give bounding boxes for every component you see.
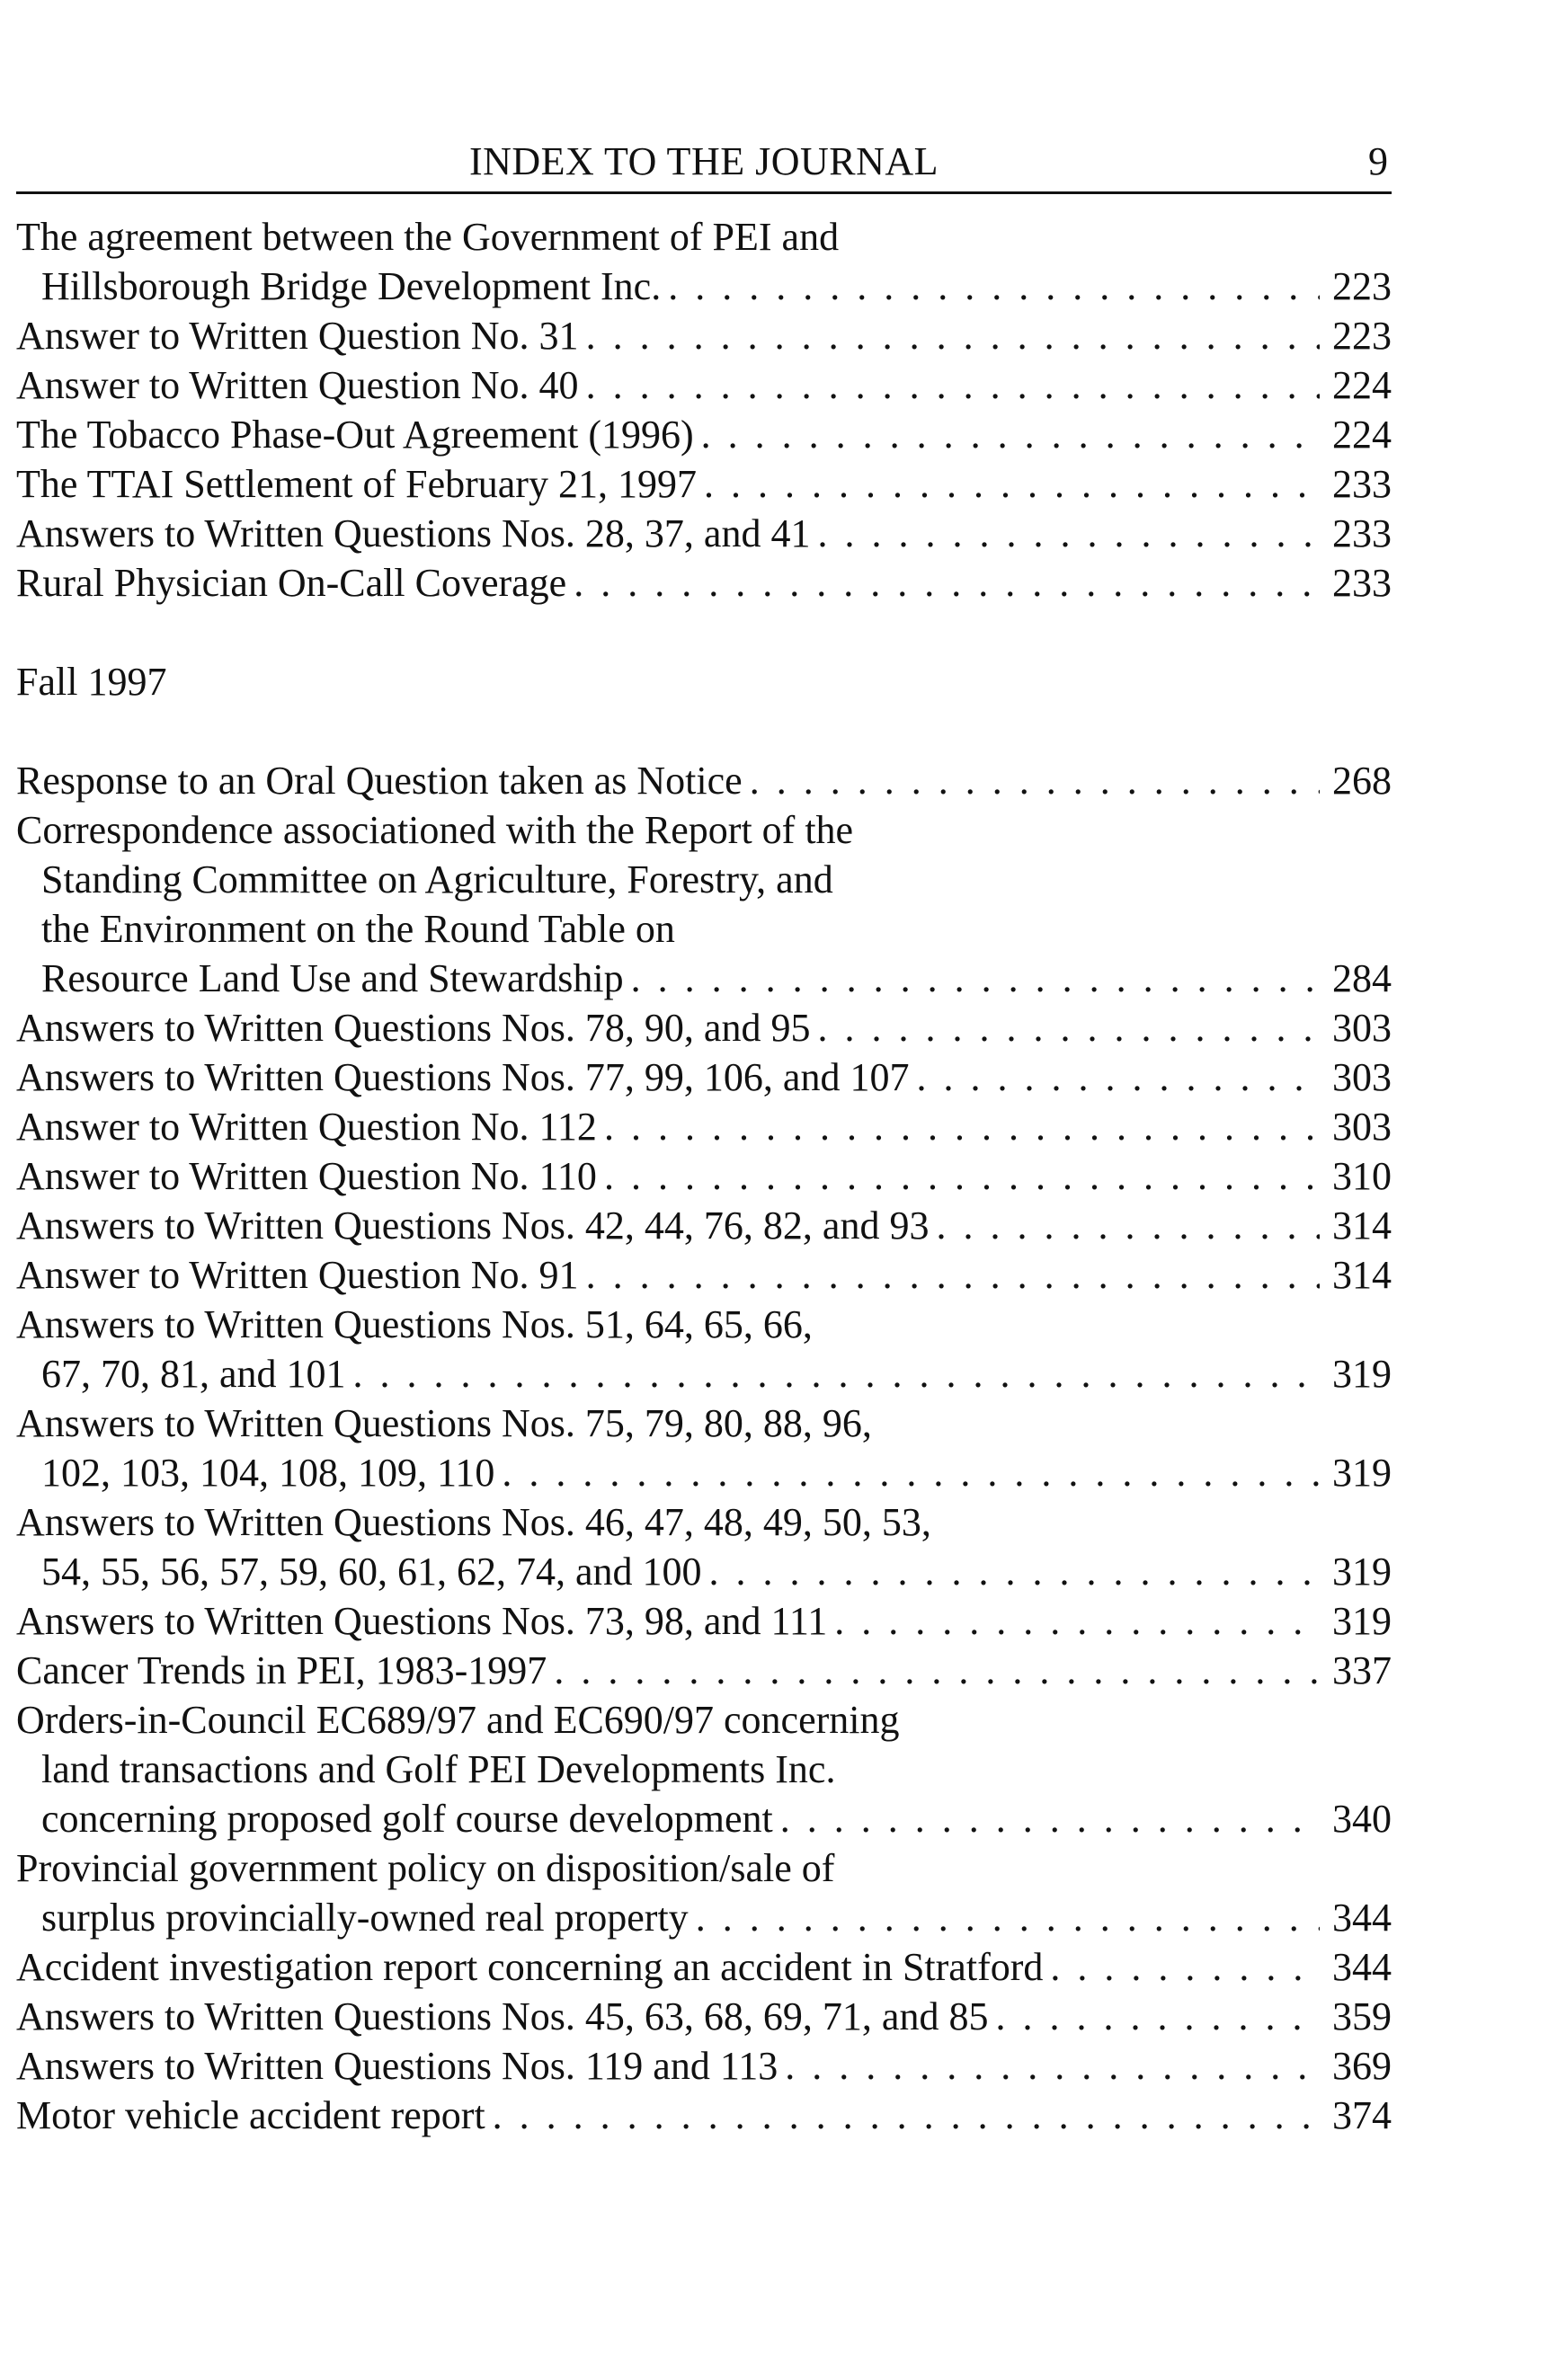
entry-title: Rural Physician On-Call Coverage xyxy=(16,561,567,605)
entry-line xyxy=(16,1745,1392,1794)
entry-title: Answers to Written Questions Nos. 77, 99, 106, and 107 xyxy=(16,1055,910,1099)
entry-page-number: 303 xyxy=(1332,1055,1392,1099)
entry-title: 54, 55, 56, 57, 59, 60, 61, 62, 74, and 100 xyxy=(41,1550,702,1594)
entry-line xyxy=(16,1992,1392,2041)
entry-page-number: 337 xyxy=(1332,1648,1392,1692)
entry-line xyxy=(16,2041,1392,2091)
entry-title: concerning proposed golf course development xyxy=(41,1797,773,1841)
dot-leader xyxy=(696,1893,1320,1942)
entry-page-number: 344 xyxy=(1332,1945,1392,1989)
entry-line xyxy=(16,904,1392,954)
dot-leader xyxy=(554,1646,1320,1695)
dot-leader xyxy=(995,1992,1320,2041)
index-entry xyxy=(16,805,1392,1003)
entry-page-number: 233 xyxy=(1332,462,1392,506)
entry-title: Answers to Written Questions Nos. 28, 37, and 41 xyxy=(16,511,811,555)
dot-leader xyxy=(604,1102,1320,1151)
entry-page-number: 314 xyxy=(1332,1203,1392,1248)
entry-title: 67, 70, 81, and 101 xyxy=(41,1352,346,1396)
index-entry xyxy=(16,212,1392,311)
entry-line xyxy=(16,1201,1392,1250)
index-entry xyxy=(16,459,1392,509)
dot-leader xyxy=(668,262,1320,311)
entry-page-number: 319 xyxy=(1332,1599,1392,1643)
entry-title: Provincial government policy on disposition/sale of xyxy=(16,1846,835,1890)
dot-leader xyxy=(834,1596,1320,1646)
index-section-2 xyxy=(16,756,1392,2140)
entry-title: Accident investigation report concerning an accident in Stratford xyxy=(16,1945,1044,1989)
entry-page-number: 223 xyxy=(1332,264,1392,308)
entry-line xyxy=(16,212,1392,262)
entry-title: Answer to Written Question No. 31 xyxy=(16,314,579,358)
entry-page-number: 319 xyxy=(1332,1550,1392,1594)
dot-leader xyxy=(353,1349,1320,1399)
index-entry xyxy=(16,1646,1392,1695)
entry-page-number: 284 xyxy=(1332,956,1392,1000)
entry-title: Answer to Written Question No. 110 xyxy=(16,1154,597,1198)
entry-line xyxy=(16,805,1392,855)
entry-title: surplus provincially-owned real property xyxy=(41,1896,689,1940)
page-header xyxy=(16,139,1392,194)
entry-line xyxy=(16,410,1392,459)
index-entry xyxy=(16,1201,1392,1250)
dot-leader xyxy=(750,756,1320,805)
dot-leader xyxy=(709,1547,1320,1596)
index-entry xyxy=(16,1102,1392,1151)
entry-line xyxy=(16,1646,1392,1695)
entry-line xyxy=(16,360,1392,410)
entry-page-number: 319 xyxy=(1332,1352,1392,1396)
dot-leader xyxy=(493,2091,1320,2140)
entry-page-number: 344 xyxy=(1332,1896,1392,1940)
dot-leader xyxy=(916,1052,1320,1102)
dot-leader xyxy=(936,1201,1320,1250)
entry-line xyxy=(16,1448,1392,1497)
entry-title: Answers to Written Questions Nos. 119 and 113 xyxy=(16,2044,778,2088)
entry-line xyxy=(16,954,1392,1003)
entry-line xyxy=(16,1102,1392,1151)
entry-line xyxy=(16,756,1392,805)
entry-title: land transactions and Golf PEI Developments Inc. xyxy=(41,1747,836,1791)
entry-title: Orders-in-Council EC689/97 and EC690/97 concerning xyxy=(16,1698,900,1742)
entry-line xyxy=(16,1547,1392,1596)
index-entry xyxy=(16,1151,1392,1201)
entry-page-number: 340 xyxy=(1332,1797,1392,1841)
entry-title: Answers to Written Questions Nos. 73, 98, and 111 xyxy=(16,1599,828,1643)
dot-leader xyxy=(780,1794,1320,1843)
entry-title: 102, 103, 104, 108, 109, 110 xyxy=(41,1451,495,1495)
entry-title: The TTAI Settlement of February 21, 1997 xyxy=(16,462,697,506)
index-entry xyxy=(16,311,1392,360)
entry-title: Answers to Written Questions Nos. 75, 79, 80, 88, 96, xyxy=(16,1401,872,1445)
entry-line xyxy=(16,1003,1392,1052)
entry-title: Answer to Written Question No. 91 xyxy=(16,1253,579,1297)
index-entry xyxy=(16,1250,1392,1300)
entry-title: Answers to Written Questions Nos. 46, 47, 48, 49, 50, 53, xyxy=(16,1500,931,1544)
entry-page-number: 224 xyxy=(1332,413,1392,457)
dot-leader xyxy=(1050,1942,1320,1992)
entry-line xyxy=(16,509,1392,558)
entry-page-number: 359 xyxy=(1332,1994,1392,2038)
entry-line xyxy=(16,1843,1392,1893)
dot-leader xyxy=(586,1250,1320,1300)
entry-line xyxy=(16,1151,1392,1201)
index-entry xyxy=(16,1052,1392,1102)
section-heading: Fall 1997 xyxy=(16,660,167,704)
index-entry xyxy=(16,410,1392,459)
entry-line xyxy=(16,1794,1392,1843)
entry-line xyxy=(16,459,1392,509)
entry-line xyxy=(16,1596,1392,1646)
index-entry xyxy=(16,1843,1392,1942)
entry-title: Hillsborough Bridge Development Inc. xyxy=(41,264,662,308)
entry-line xyxy=(16,1695,1392,1745)
entry-title: Response to an Oral Question taken as Notice xyxy=(16,759,743,803)
index-entry xyxy=(16,756,1392,805)
entry-page-number: 314 xyxy=(1332,1253,1392,1297)
entry-page-number: 223 xyxy=(1332,314,1392,358)
dot-leader xyxy=(817,509,1320,558)
entry-page-number: 224 xyxy=(1332,363,1392,407)
index-entry xyxy=(16,2041,1392,2091)
entry-title: Answers to Written Questions Nos. 78, 90, and 95 xyxy=(16,1006,811,1050)
index-page xyxy=(16,139,1392,2140)
entry-title: Answer to Written Question No. 112 xyxy=(16,1105,597,1149)
entry-page-number: 310 xyxy=(1332,1154,1392,1198)
index-entry xyxy=(16,2091,1392,2140)
entry-line xyxy=(16,262,1392,311)
entry-line xyxy=(16,1349,1392,1399)
index-entry xyxy=(16,360,1392,410)
entry-line xyxy=(16,1497,1392,1547)
index-entry xyxy=(16,1942,1392,1992)
entry-title: Cancer Trends in PEI, 1983-1997 xyxy=(16,1648,547,1692)
entry-line xyxy=(16,1942,1392,1992)
dot-leader xyxy=(586,360,1320,410)
entry-line xyxy=(16,1250,1392,1300)
entry-title: Resource Land Use and Stewardship xyxy=(41,956,624,1000)
dot-leader xyxy=(701,410,1320,459)
index-entry xyxy=(16,1596,1392,1646)
entry-line xyxy=(16,311,1392,360)
index-entry xyxy=(16,509,1392,558)
dot-leader xyxy=(502,1448,1320,1497)
index-entry xyxy=(16,1300,1392,1399)
entry-title: the Environment on the Round Table on xyxy=(41,907,675,951)
entry-page-number: 233 xyxy=(1332,511,1392,555)
entry-line xyxy=(16,558,1392,608)
entry-title: Answer to Written Question No. 40 xyxy=(16,363,579,407)
page-number: 9 xyxy=(1368,139,1388,183)
entry-title: The Tobacco Phase-Out Agreement (1996) xyxy=(16,413,694,457)
entry-page-number: 303 xyxy=(1332,1006,1392,1050)
index-entry xyxy=(16,1497,1392,1596)
entry-line xyxy=(16,1399,1392,1448)
entry-page-number: 303 xyxy=(1332,1105,1392,1149)
entry-page-number: 374 xyxy=(1332,2093,1392,2137)
entry-title: Standing Committee on Agriculture, Forestry, and xyxy=(41,857,833,901)
entry-title: The agreement between the Government of PEI and xyxy=(16,215,840,259)
entry-title: Motor vehicle accident report xyxy=(16,2093,485,2137)
entry-page-number: 319 xyxy=(1332,1451,1392,1495)
index-entry xyxy=(16,558,1392,608)
index-entry xyxy=(16,1003,1392,1052)
entry-title: Correspondence associationed with the Report of the xyxy=(16,808,854,852)
entry-line xyxy=(16,855,1392,904)
dot-leader xyxy=(704,459,1320,509)
entry-page-number: 369 xyxy=(1332,2044,1392,2088)
entry-line xyxy=(16,1300,1392,1349)
index-section-1 xyxy=(16,212,1392,608)
entry-title: Answers to Written Questions Nos. 45, 63, 68, 69, 71, and 85 xyxy=(16,1994,989,2038)
index-entry xyxy=(16,1992,1392,2041)
entry-line xyxy=(16,1052,1392,1102)
dot-leader xyxy=(586,311,1320,360)
index-entry xyxy=(16,1695,1392,1843)
index-entry xyxy=(16,1399,1392,1497)
dot-leader xyxy=(604,1151,1320,1201)
entry-page-number: 268 xyxy=(1332,759,1392,803)
entry-page-number: 233 xyxy=(1332,561,1392,605)
entry-title: Answers to Written Questions Nos. 51, 64, 65, 66, xyxy=(16,1302,813,1346)
page-title: INDEX TO THE JOURNAL xyxy=(468,139,939,183)
entry-line xyxy=(16,1893,1392,1942)
dot-leader xyxy=(631,954,1320,1003)
dot-leader xyxy=(817,1003,1320,1052)
entry-title: Answers to Written Questions Nos. 42, 44, 76, 82, and 93 xyxy=(16,1203,930,1248)
entry-line xyxy=(16,2091,1392,2140)
dot-leader xyxy=(785,2041,1320,2091)
dot-leader xyxy=(574,558,1320,608)
